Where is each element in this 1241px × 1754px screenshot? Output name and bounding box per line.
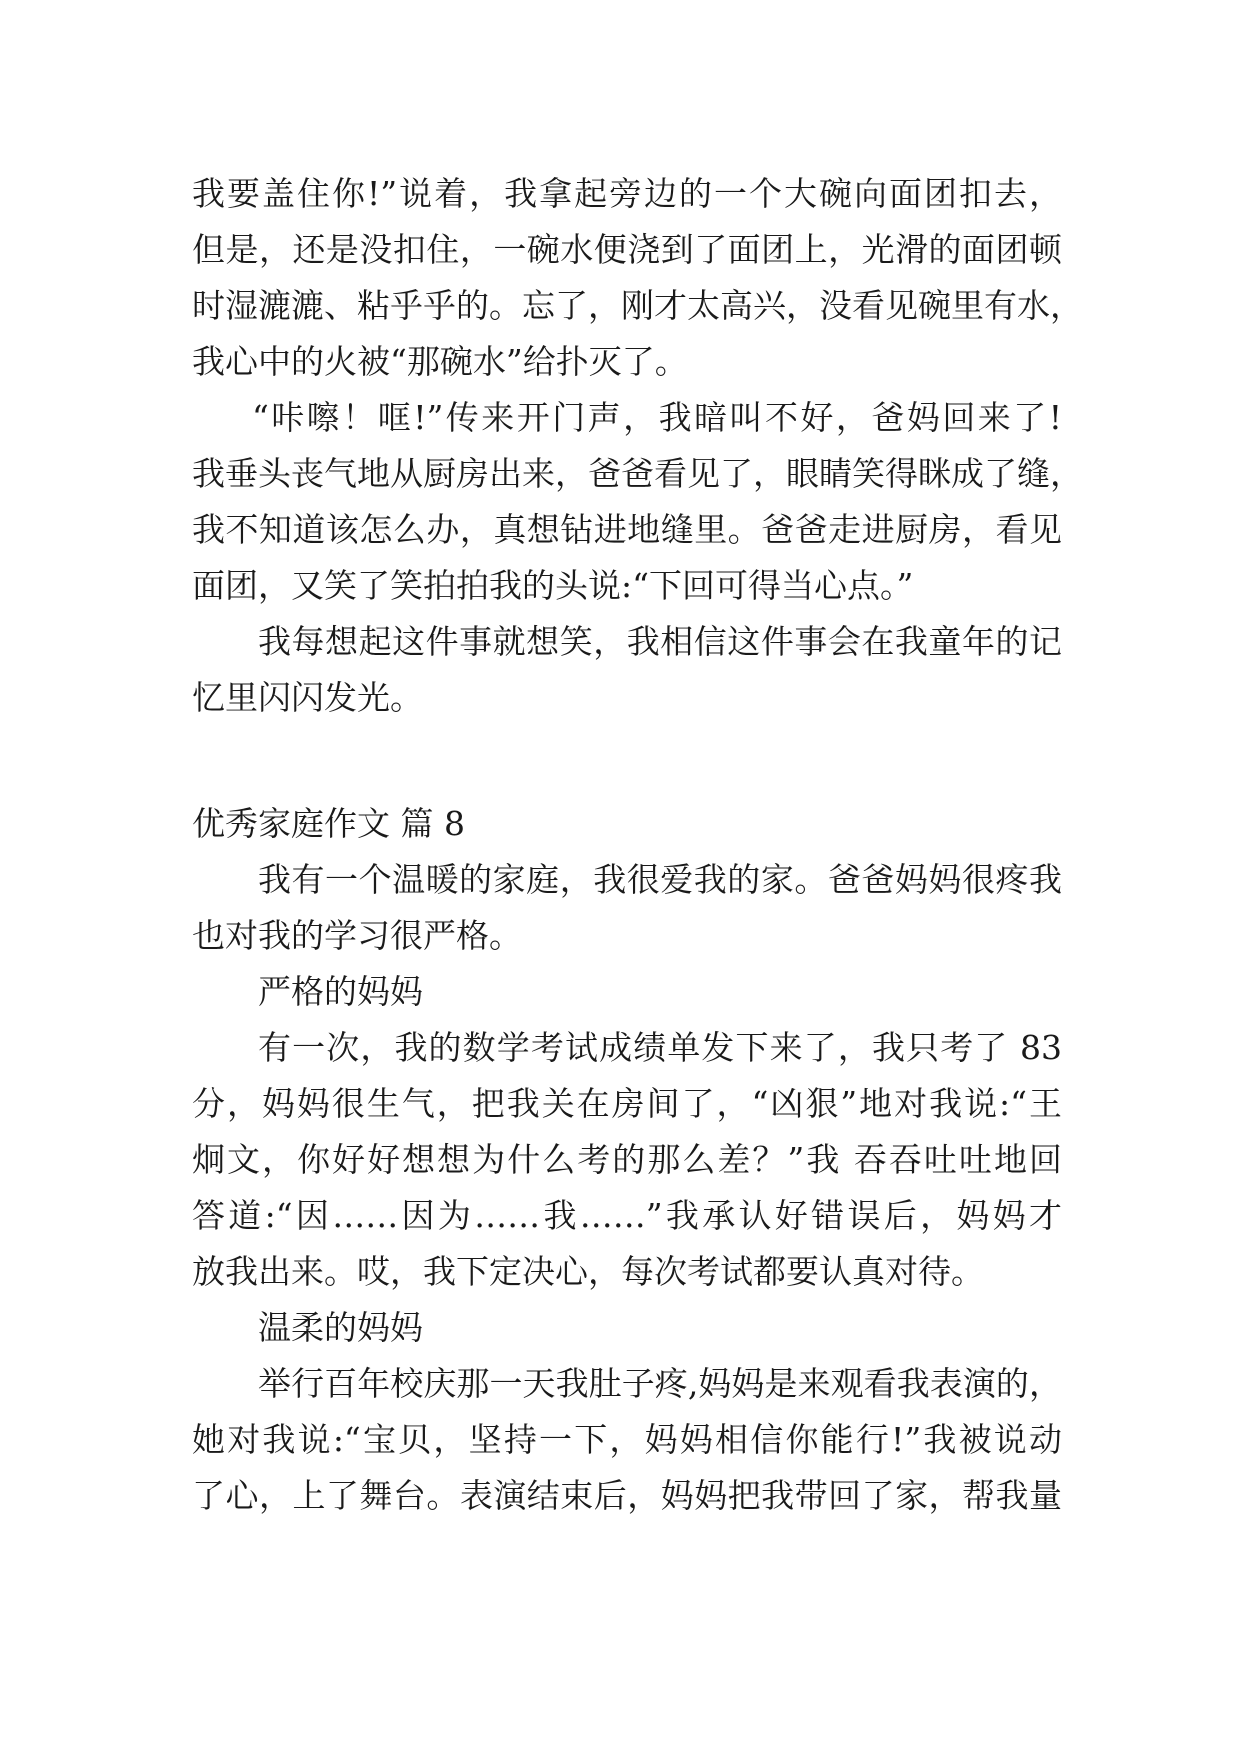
- paragraph-line: 放我出来。哎，我下定决心，每次考试都要认真对待。: [192, 1252, 984, 1291]
- paragraph-line: 我有一个温暖的家庭，我很爱我的家。爸爸妈妈很疼我: [258, 860, 1062, 899]
- paragraph-line: 答道:“因……因为……我……”我承认好错误后，妈妈才: [192, 1196, 1062, 1235]
- paragraph-line: 我要盖住你!”说着，我拿起旁边的一个大碗向面团扣去，: [192, 174, 1062, 213]
- paragraph-line: 有一次，我的数学考试成绩单发下来了，我只考了 83: [258, 1028, 1062, 1067]
- paragraph-line: 忆里闪闪发光。: [192, 678, 423, 717]
- paragraph-line: 时湿漉漉、粘乎乎的。忘了，刚才太高兴，没看见碗里有水，: [192, 286, 1083, 325]
- paragraph-line: 她对我说:“宝贝，坚持一下，妈妈相信你能行!”我被说动: [192, 1420, 1062, 1459]
- section-heading: 优秀家庭作文 篇 8: [192, 804, 465, 843]
- paragraph-line: 炯文，你好好想想为什么考的那么差？”我 吞吞吐吐地回: [192, 1140, 1062, 1179]
- subheading: 严格的妈妈: [258, 972, 423, 1011]
- paragraph-line: 我每想起这件事就想笑，我相信这件事会在我童年的记: [258, 622, 1062, 661]
- paragraph-line: 我垂头丧气地从厨房出来，爸爸看见了，眼睛笑得眯成了缝，: [192, 454, 1083, 493]
- paragraph-line: 也对我的学习很严格。: [192, 916, 522, 955]
- paragraph-line: 但是，还是没扣住，一碗水便浇到了面团上，光滑的面团顿: [192, 230, 1062, 269]
- paragraph-line: 面团，又笑了笑拍拍我的头说:“下回可得当心点。”: [192, 566, 914, 605]
- paragraph-line: 举行百年校庆那一天我肚子疼,妈妈是来观看我表演的，: [258, 1364, 1062, 1403]
- paragraph-line: 了心，上了舞台。表演结束后，妈妈把我带回了家，帮我量: [192, 1476, 1062, 1515]
- paragraph-line: 分，妈妈很生气，把我关在房间了，“凶狠”地对我说:“王: [192, 1084, 1062, 1123]
- paragraph-line: 我心中的火被“那碗水”给扑灭了。: [192, 342, 688, 381]
- paragraph-line: 我不知道该怎么办，真想钻进地缝里。爸爸走进厨房，看见: [192, 510, 1062, 549]
- subheading: 温柔的妈妈: [258, 1308, 423, 1347]
- paragraph-line: “咔嚓！哐!”传来开门声，我暗叫不好，爸妈回来了!: [252, 398, 1062, 437]
